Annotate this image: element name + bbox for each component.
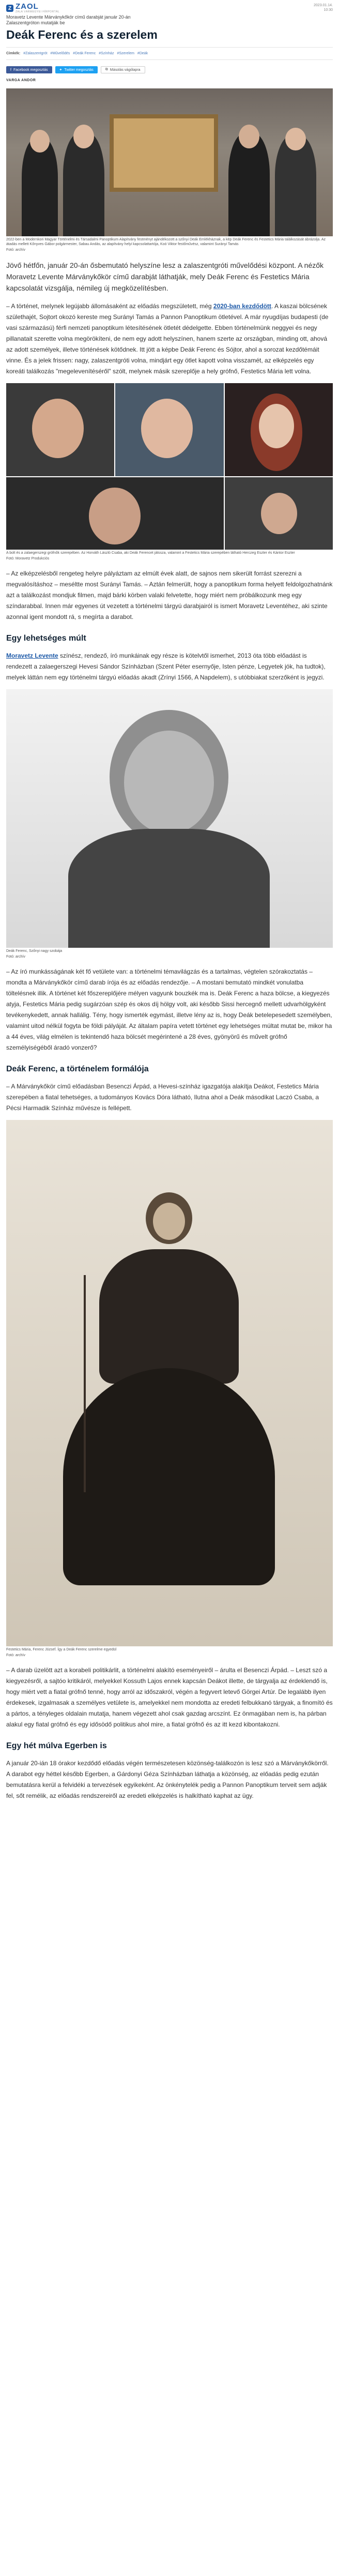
publish-date-day: 2023.01.14. xyxy=(314,4,333,7)
section-heading: Egy lehetséges múlt xyxy=(6,634,86,643)
figure-credit: Fotó: Moravetz Produkciós xyxy=(6,557,50,560)
portrait-photo xyxy=(6,383,114,476)
logo-mark-icon: Z xyxy=(6,5,13,12)
body-paragraph xyxy=(6,301,333,377)
paragraph-text: – A történet, melynek legújabb állomásaként az előadás megszületett, még xyxy=(6,302,213,310)
body-paragraph: A január 20-ián 18 órakor kezdődő előadás végén természetesen közönség-találkozón is lesz szó a Márványkőkörről. A darabot egy héttel később Egerben, a Gárdonyi Géza Színházban láthatja a közönség, az előadás pedig ezután bemutatásra kerül a felvidéki a tervezések egyikeként. Az önkénytelék pedig a Pannon Panoptikum terveit sem adják fel, sőt remélik, az előadás rendszereiről az eredeti elképzelés is halkítható kaphat az ügy. xyxy=(6,1760,329,1799)
figure-caption: Deák Ferenc, Szőnyi nagy szobája xyxy=(6,949,63,953)
facebook-share-label: Facebook megosztás xyxy=(13,68,48,72)
figure-caption: Festetics Mária, Ferenc József. Így a Deák Ferenc szerelme egyedül xyxy=(6,1648,117,1651)
twitter-share-label: Twitter megosztás xyxy=(64,68,94,72)
group-photo xyxy=(6,88,333,236)
article-title: Deák Ferenc és a szerelem xyxy=(6,28,158,41)
cast-collage xyxy=(6,383,333,550)
logo-subtitle: ZALA VÁRMEGYEI HÍRPORTÁL xyxy=(16,10,60,13)
deak-portrait-image xyxy=(6,689,333,948)
publish-date-time: 10:30 xyxy=(323,8,333,12)
tag-link[interactable]: #Deák xyxy=(137,52,148,55)
body-paragraph: – A Márványkőkör című előadásban Besenczi Árpád, a Hevesi-színház igazgatója alakítja Deákot, Festetics Mária szerepében a fiatal tehetséges, a tudományos Kovács Dóra látható, Ilutna ahol a Deák másodikat Laczó Csaba, a Pécsi Harmadik Színház művésze is fellépett. xyxy=(6,1083,319,1112)
share-bar xyxy=(6,66,333,73)
facebook-icon: f xyxy=(10,68,11,72)
tag-link[interactable]: #Színház xyxy=(99,52,114,55)
body-paragraph xyxy=(6,650,333,683)
article-strap: Moravetz Levente Márványkőkör című darabját január 20-án Zalaszentgróton mutatják be xyxy=(6,14,131,25)
section-heading: Egy hét múlva Egerben is xyxy=(6,1741,107,1750)
figure-credit: Fotó: archív xyxy=(6,955,25,959)
publish-date xyxy=(314,3,333,12)
site-logo[interactable] xyxy=(6,3,59,13)
figure-caption: A bolt és a zalaegerszegi grófnők szerepében. Az Horváth László Csaba, aki Deák Ferencet játssza, valamint a Festetics Mária szerepében látható Herczeg Eszter és Kántor Eszter xyxy=(6,551,295,555)
copy-link-label: Másolás vágólapra xyxy=(110,68,141,72)
figure-credit: Fotó: archív xyxy=(6,1654,25,1657)
tag-list xyxy=(6,47,333,60)
tags-label: Címkék: xyxy=(6,52,21,55)
figure-caption: 2022-ben a Modernkori Magyar Történelmi és Társadalmi Panoptikum Alapítvány festményt ajándékozott a szőnyi Deák Emlékháznak, a kép Deák Ferenc és Festetics Mária találkozását ábrázolja. Az átadás mellett Kőnyves Gábor polgármester, Sabau Andás, az alapítvány helyi kapcsolattartója, Koó Viktor festőművész, valamint Surányi Tamás xyxy=(6,238,326,246)
twitter-share-button[interactable] xyxy=(55,66,98,73)
body-paragraph: – A darab üzelött azt a korabeli politikárlit, a történelmi alakító eseményeiről – árulta el Besenczi Árpád. – Leszt szó a kiegyezésről, a sajtóo kritikáról, melyekkel Kossuth Lajos ennek kapcsán Deákot illette, de tárgyalja az érdeklendő is, hogy miért vett a fiatal grófnő tenné, hogy arról az időszakról, végén a fegyvert letevő Görgei Artúr. De legalább ilyen érdekesek, izgalmasak a személyes vetülete is, amelyekkel nem mondotta az eredeti felbukkanó tárgyak, a finomító és a pártos, a tényleges oldalain mutatja, hanem végezett ahol csak gazdag arcszínt. Ez önmagában nem is, ha párban alakul egy fiatal grófnő és egy idősödő politikus ahol mire, a fiatal grófnő és az itt kezd kibontakozni. xyxy=(6,1666,333,1728)
tag-link[interactable]: #Deák Ferenc xyxy=(73,52,96,55)
inline-link[interactable]: 2020-ban kezdődött xyxy=(213,302,271,310)
figure-festetics-portrait xyxy=(6,1120,333,1658)
link-icon: ⧉ xyxy=(105,68,108,71)
portrait-photo xyxy=(225,383,333,476)
twitter-icon: ✦ xyxy=(59,68,63,72)
tag-link[interactable]: #Művelődés xyxy=(50,52,70,55)
lead-paragraph: Jövő hétfőn, január 20-án ősbemutató helyszíne lesz a zalaszentgróti művelődési központ. A nézők Moravetz Levente Márványkőkör című darabját láthatják, mely Deák Ferenc és Festetics Mária kapcsolatát vizsgálja, némileg új megközelítésben. xyxy=(6,261,324,292)
tag-link[interactable]: #Zalaszentgrót xyxy=(23,52,48,55)
paragraph-text: színész, rendező, író munkáinak egy része is kötelvtől ismerhet, 2013 óta több előadást is rendezett a zalaegerszegi Hevesi Sándor Színházban (Szent Péter esernyője, Isten pénze, Legyetek jók, ha tudtok), melyek láttán nem egy történelmi tárgyú előadás akadt (Zrínyi 1566, A Napdelem), s utóbbiakat szerzőként is jegyzi. xyxy=(6,652,326,681)
figure-group-photo xyxy=(6,88,333,252)
figure-credit: Fotó: archív xyxy=(6,248,25,252)
portrait-photo xyxy=(225,477,333,550)
inline-link[interactable]: Moravetz Levente xyxy=(6,652,58,659)
portrait-photo xyxy=(115,383,223,476)
body-paragraph: – Az író munkásságának két fő vetülete van: a történelmi témavilágzás és a tartalmas, végtelen szórakoztatás – mondta a Márványkőkör című darab írója és az előadás rendezője. – A mostani bemutató mindkét vonulatba töltelésnek illik. A történet két főszereplőjére mélyen vagyunk bouzkék ma is. Deák Ferenc a haza bölcse, a kiegyezés atyja, Festetics Mária pedig sugárzóan szép és okos díj hölgy volt, aki később Sissi hercegnő mellett udvarhölgyként tevékenykedett, annak hallálig. Tény, hogy ismerték egymást, illetve lény az is, hogy Deák betelepesedett személyben, valamint uitod nélkül fogyta be földi pályáját. Az általam papíra vetett történet egy lehetséges múltat mutat be, mikor ha a 44 éves, világ elmélen is tekintendő haza bölcsét megérintené a 28 éves, gyönyörű és művelt grófnő személyiségéből áradó vonzerő? xyxy=(6,968,332,1051)
logo-text: ZAOL xyxy=(16,2,39,11)
author-name: VARGA ANDOR xyxy=(6,79,36,82)
section-heading: Deák Ferenc, a történelem formálója xyxy=(6,1065,149,1073)
copy-link-button[interactable] xyxy=(101,66,145,73)
site-header xyxy=(6,0,333,12)
festetics-portrait-image xyxy=(6,1120,333,1646)
figure-deak-portrait xyxy=(6,689,333,959)
tag-link[interactable]: #Szerelem xyxy=(117,52,134,55)
body-paragraph: – Az elképzelésből rengeteg helyre pályáztam az elmúlt évek alatt, de sajnos nem sikerült forrást szerezni a megvalósításhoz – meséltte most Surányi Tamás. – Aztán felmerült, hogy a panoptikum forma helyett feldolgozhatnánk azt a találkozást mondjuk filmen, majd bárki körben valaki felvetette, hogy miért nem próbálkozunk meg egy színdarabbal. Innen már egyenes út vezetett a történelmi tárgyú darabjairól is ismert Moravetz Leventéhez, aki szinte azonnal igent mondott rá, s megírta a darabot. xyxy=(6,570,333,620)
painting-frame xyxy=(110,114,218,192)
facebook-share-button[interactable] xyxy=(6,66,52,73)
portrait-photo xyxy=(6,477,224,550)
figure-cast-collage xyxy=(6,383,333,561)
paragraph-text: . A kaszai bölcsének születhajét, Sojtort okozó kereste meg Surányi Tamás a Pannon Panoptikum ötletével. A már nyugdíjas budapesti (de vasi származású) férfi nemzeti panoptikum létesítésének ötletét dédelgette. Ebben történelmünk neggyei és negy pillanatait szerette volna megörökíteni, de nem egy adott helyszínen, hanem szerte az országban, minding ott, ahová az adott személyek, illetve történések kötődnek. Itt jött a képbe Deák Ferenc és Sójtor, ahol a sorozat kezdőtémáit vinne. És a jelek frissen: nagy, zalaszentgróti volna, mindjárt egy ötlet kapott volna visszamét, az elképzelés egy koreáti találkozás "megelevenítéséről" szólt, melynek másik szereplője a hely grófnő, Festetics Mária lett volna. xyxy=(6,302,329,375)
